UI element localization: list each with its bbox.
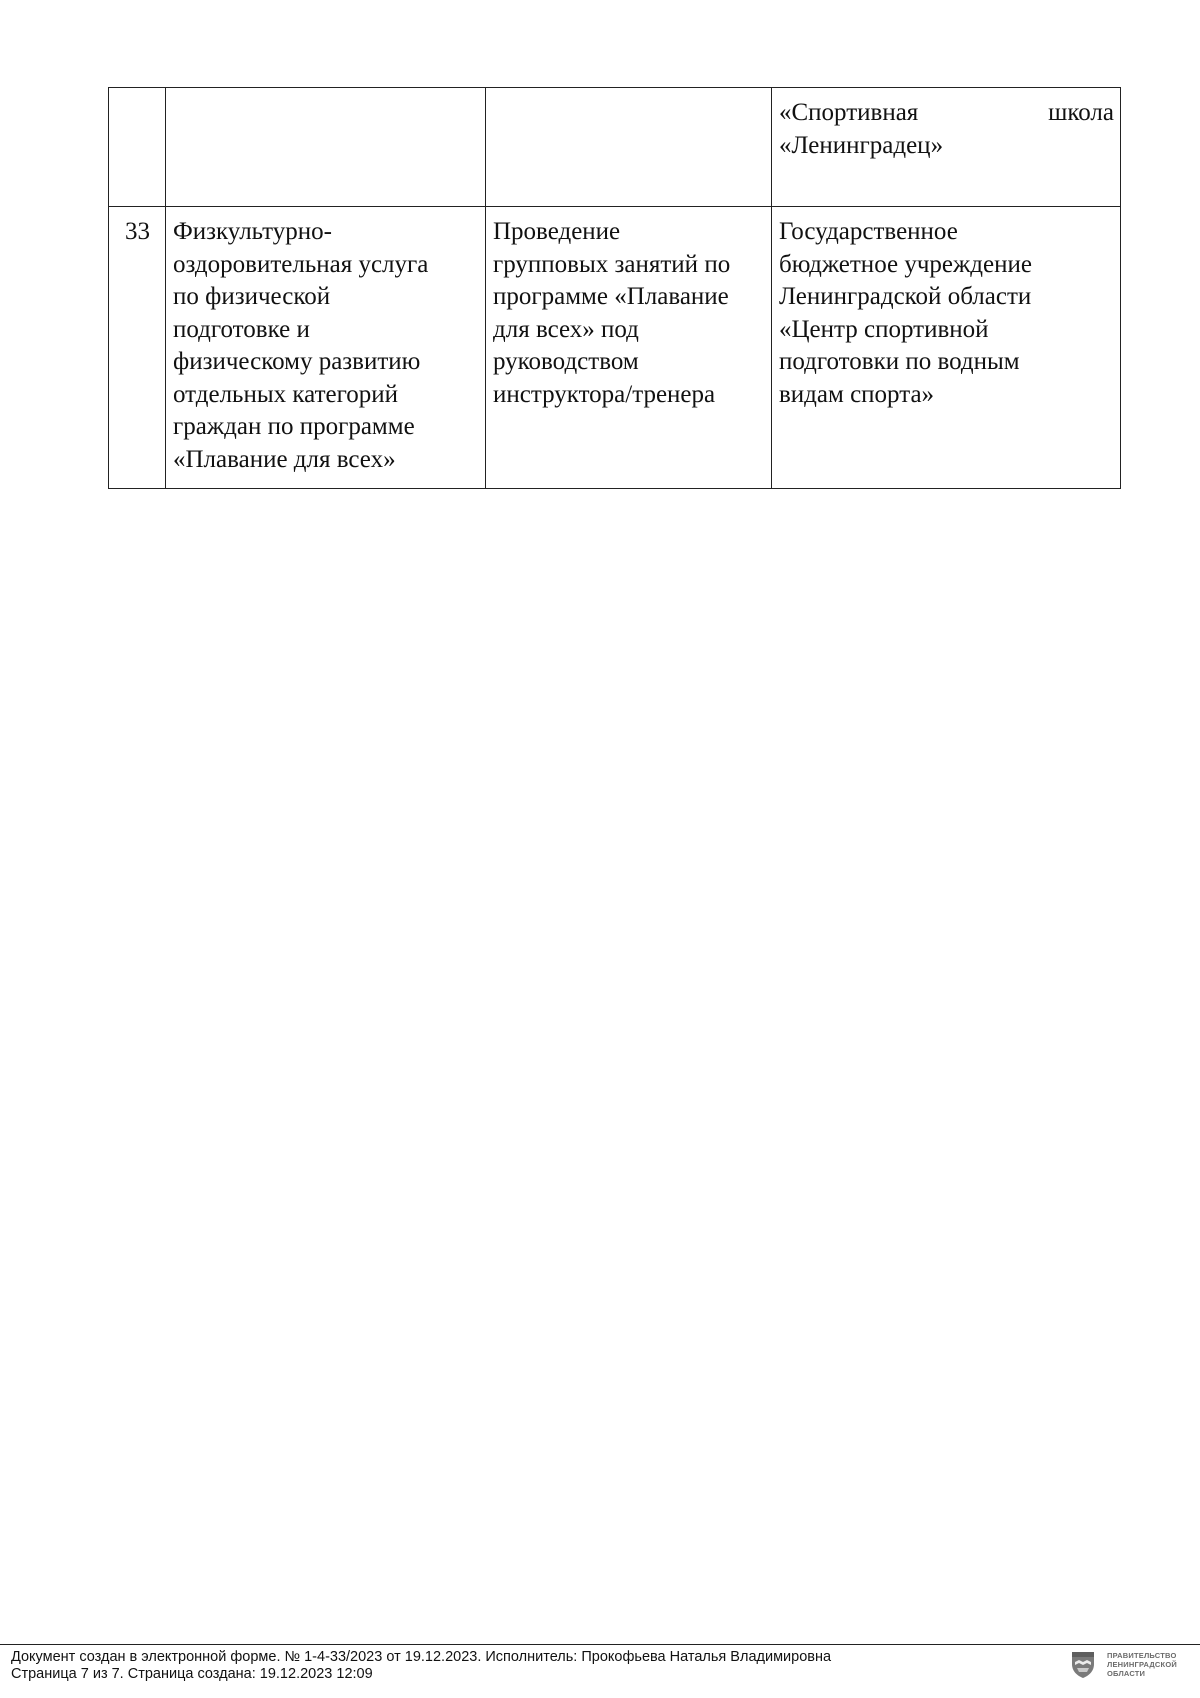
- service-content-cell: [486, 207, 772, 489]
- footer-document-info: Документ создан в электронной форме. № 1-4-33/2023 от 19.12.2023. Исполнитель: Прокофьева Наталья Владимировна: [11, 1649, 832, 1665]
- service-name-line: подготовке и: [173, 315, 310, 343]
- provider-line: Ленинградской области: [779, 283, 1032, 310]
- provider-line: «Центр спортивной: [779, 315, 989, 343]
- service-name-line: отдельных категорий: [173, 380, 399, 408]
- service-name-cell: [166, 88, 486, 207]
- footer: [11, 1649, 831, 1683]
- provider-cell: [772, 88, 1121, 207]
- service-name-line: оздоровительная услуга: [173, 250, 429, 278]
- provider-line: бюджетное учреждение: [779, 250, 1032, 278]
- footer-page-info: Страница 7 из 7. Страница создана: 19.12.2023 12:09: [11, 1666, 373, 1682]
- service-content-line: групповых занятий по: [493, 250, 731, 278]
- service-name-cell: [166, 207, 486, 489]
- row-number-cell: [109, 88, 166, 207]
- provider-line: «Ленинградец»: [779, 131, 944, 159]
- service-content-line: инструктора/тренера: [493, 380, 716, 408]
- service-content-line: программе «Плавание: [493, 283, 729, 310]
- government-logo-text: [1107, 1651, 1177, 1678]
- logo-line: ОБЛАСТИ: [1107, 1669, 1146, 1678]
- services-table: [108, 87, 1121, 489]
- row-number-cell: [109, 207, 166, 489]
- logo-line: ПРАВИТЕЛЬСТВО: [1107, 1651, 1177, 1660]
- provider-line: подготовки по водным: [779, 348, 1020, 375]
- service-name-line: по физической: [173, 283, 331, 310]
- service-name-line: «Плавание для всех»: [173, 445, 396, 473]
- provider-line: «Спортивная школа: [779, 99, 1114, 126]
- footer-divider: [0, 1644, 1200, 1645]
- coat-of-arms-icon: [1070, 1650, 1096, 1680]
- service-name-line: Физкультурно-: [173, 218, 332, 245]
- service-name-line: граждан по программе: [173, 413, 415, 440]
- logo-line: ЛЕНИНГРАДСКОЙ: [1107, 1660, 1177, 1669]
- provider-cell: [772, 207, 1121, 489]
- table-row: [109, 207, 1121, 489]
- provider-line: Государственное: [779, 218, 958, 245]
- provider-line: видам спорта»: [779, 380, 935, 408]
- service-content-cell: [486, 88, 772, 207]
- service-content-line: для всех» под: [493, 315, 639, 343]
- service-content-line: руководством: [493, 348, 639, 375]
- service-name-line: физическому развитию: [173, 348, 421, 375]
- service-content-line: Проведение: [493, 218, 621, 245]
- row-number: 33: [125, 218, 150, 245]
- table-row: [109, 88, 1121, 207]
